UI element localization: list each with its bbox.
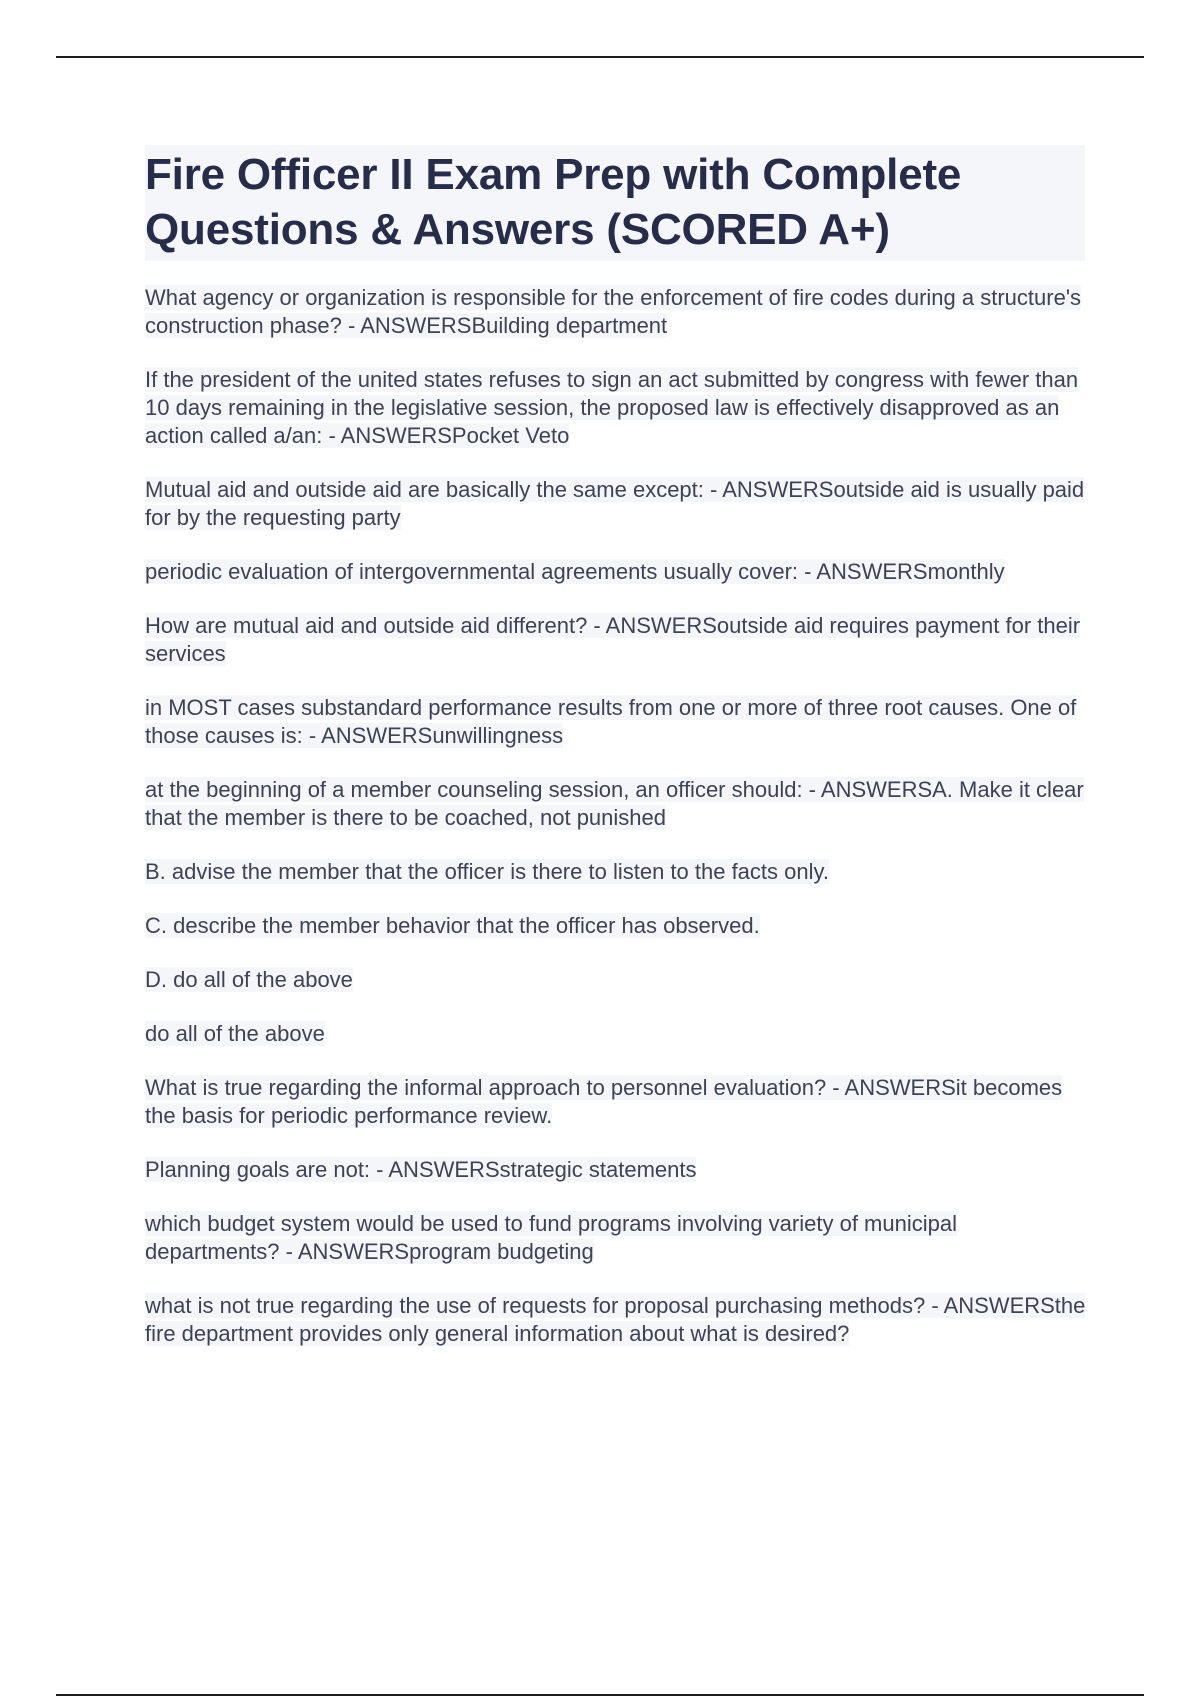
qa-item — [145, 1292, 1095, 1348]
qa-item — [145, 966, 1095, 994]
qa-item — [145, 1156, 1095, 1184]
qa-text: D. do all of the above — [145, 967, 353, 992]
qa-text: Planning goals are not: - ANSWERSstrategic statements — [145, 1157, 697, 1182]
qa-item — [145, 284, 1095, 340]
qa-text: Mutual aid and outside aid are basically the same except: - ANSWERSoutside aid is usually paid for by the requesting party — [145, 477, 1085, 530]
qa-text: at the beginning of a member counseling session, an officer should: - ANSWERSA. Make it clear that the member is there to be coached, not punished — [145, 777, 1084, 830]
qa-text: What agency or organization is responsible for the enforcement of fire codes during a structure's construction phase? - ANSWERSBuilding department — [145, 285, 1082, 338]
qa-text: B. advise the member that the officer is there to listen to the facts only. — [145, 859, 829, 884]
qa-list — [145, 284, 1095, 1374]
qa-item — [145, 1020, 1095, 1048]
qa-item — [145, 558, 1095, 586]
qa-text: do all of the above — [145, 1021, 325, 1046]
qa-text: If the president of the united states refuses to sign an act submitted by congress with fewer than 10 days remaining in the legislative session, the proposed law is effectively disapproved as an action called a/an: - ANSWERSPocket Veto — [145, 367, 1079, 448]
bottom-divider — [56, 1694, 1144, 1696]
qa-item — [145, 476, 1095, 532]
qa-text: what is not true regarding the use of requests for proposal purchasing methods? - ANSWERSthe fire department provides only general information about what is desired? — [145, 1293, 1086, 1346]
qa-item — [145, 612, 1095, 668]
qa-item — [145, 694, 1095, 750]
qa-item — [145, 776, 1095, 832]
qa-text: C. describe the member behavior that the officer has observed. — [145, 913, 760, 938]
qa-item — [145, 912, 1095, 940]
qa-item — [145, 1210, 1095, 1266]
qa-text: periodic evaluation of intergovernmental agreements usually cover: - ANSWERSmonthly — [145, 559, 1005, 584]
qa-item — [145, 858, 1095, 886]
qa-text: in MOST cases substandard performance results from one or more of three root causes. One of those causes is: - ANSWERSunwillingness — [145, 695, 1077, 748]
qa-item — [145, 366, 1095, 450]
document-title: Fire Officer II Exam Prep with Complete Questions & Answers (SCORED A+) — [145, 145, 1085, 261]
qa-text: which budget system would be used to fund programs involving variety of municipal departments? - ANSWERSprogram budgeting — [145, 1211, 957, 1264]
qa-text: What is true regarding the informal approach to personnel evaluation? - ANSWERSit becomes the basis for periodic performance review. — [145, 1075, 1063, 1128]
qa-text: How are mutual aid and outside aid different? - ANSWERSoutside aid requires payment for their services — [145, 613, 1081, 666]
qa-item — [145, 1074, 1095, 1130]
top-divider — [56, 56, 1144, 58]
